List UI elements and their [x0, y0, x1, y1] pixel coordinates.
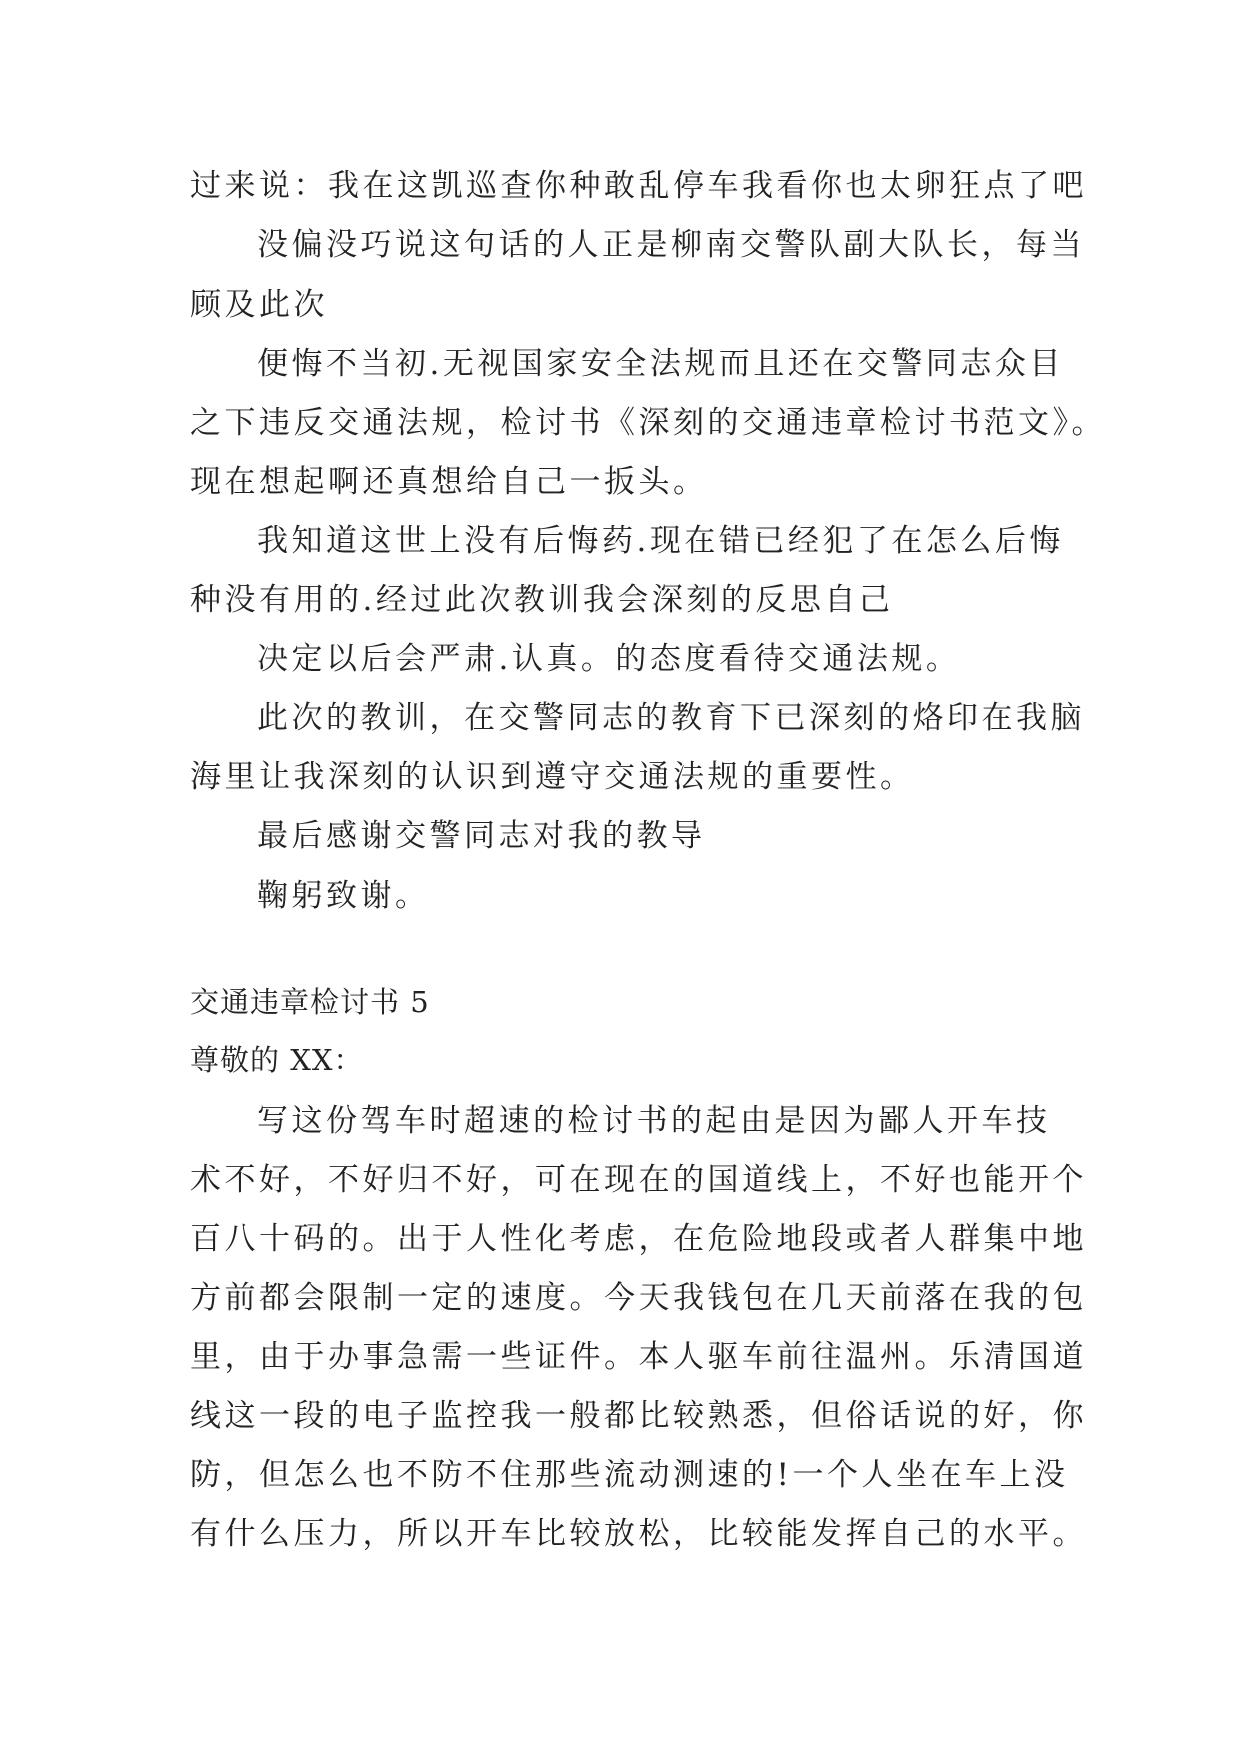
text-line: 有什么压力，所以开车比较放松，比较能发挥自己的水平。: [190, 1516, 1087, 1552]
text-line: 防，但怎么也不防不住那些流动测速的!一个人坐在车上没: [190, 1457, 1069, 1493]
section-heading: 交通违章检讨书 5: [190, 985, 430, 1019]
text-line: 种没有用的.经过此次教训我会深刻的反思自己: [190, 582, 894, 618]
text-line: 里，由于办事急需一些证件。本人驱车前往温州。乐清国道: [190, 1339, 1087, 1375]
text-line: 此次的教训，在交警同志的教育下已深刻的烙印在我脑: [257, 700, 1085, 736]
text-line: 写这份驾车时超速的检讨书的起由是因为鄙人开车技: [257, 1103, 1051, 1139]
text-line: 海里让我深刻的认识到遵守交通法规的重要性。: [190, 759, 915, 795]
text-line: 百八十码的。出于人性化考虑，在危险地段或者人群集中地: [190, 1221, 1087, 1257]
text-line: 最后感谢交警同志对我的教导: [257, 818, 706, 854]
text-line: 决定以后会严肃.认真。的态度看待交通法规。: [257, 641, 961, 677]
text-line: 之下违反交通法规，检讨书《深刻的交通违章检讨书范文》。: [190, 405, 1106, 441]
text-line: 鞠躬致谢。: [257, 878, 430, 914]
text-line: 现在想起啊还真想给自己一扳头。: [190, 464, 708, 500]
salutation: 尊敬的 XX：: [190, 1043, 364, 1077]
text-line: 过来说：我在这凯巡查你种敢乱停车我看你也太卵狂点了吧: [190, 168, 1087, 204]
text-line: 便悔不当初.无视国家安全法规而且还在交警同志众目: [257, 346, 1064, 382]
text-line: 术不好，不好归不好，可在现在的国道线上，不好也能开个: [190, 1162, 1087, 1198]
text-line: 没偏没巧说这句话的人正是柳南交警队副大队长，每当: [257, 227, 1085, 263]
text-line: 顾及此次: [190, 287, 328, 323]
text-line: 线这一段的电子监控我一般都比较熟悉，但俗话说的好，你: [190, 1398, 1087, 1434]
text-line: 方前都会限制一定的速度。今天我钱包在几天前落在我的包: [190, 1280, 1087, 1316]
text-line: 我知道这世上没有后悔药.现在错已经犯了在怎么后悔: [257, 523, 1064, 559]
